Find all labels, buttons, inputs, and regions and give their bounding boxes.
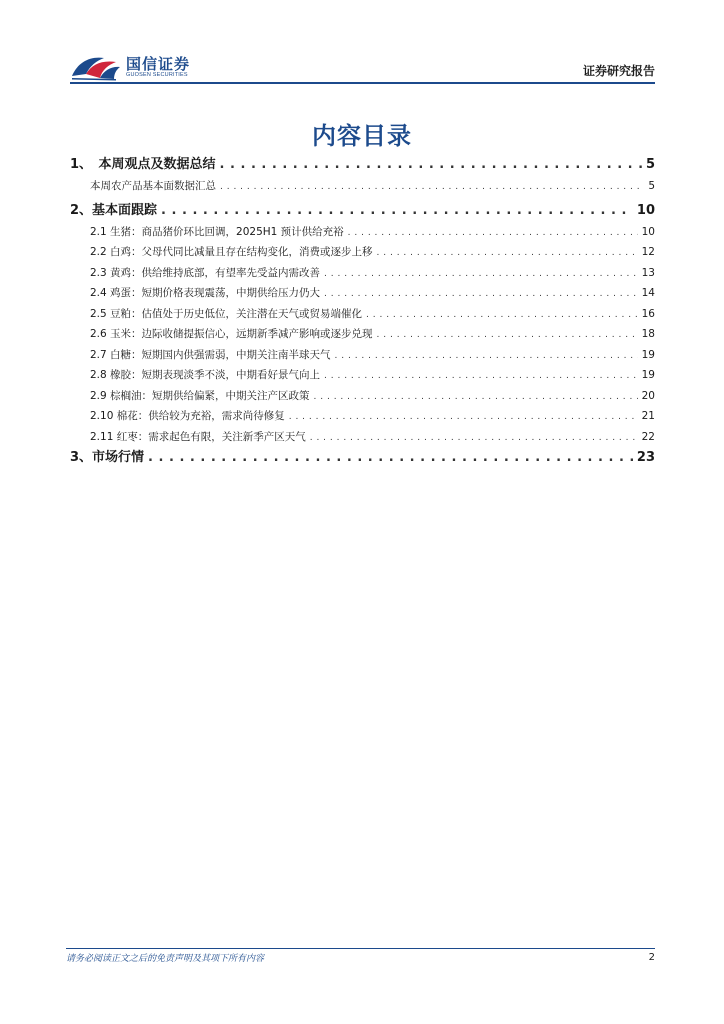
toc-entry-text: 2.6 玉米：边际收储提振信心，远期新季减产影响或逐步兑现 [90, 328, 373, 340]
footer-disclaimer: 请务必阅读正文之后的免责声明及其项下所有内容 [66, 954, 265, 964]
dot-leader [335, 346, 638, 366]
toc-entry[interactable] [70, 304, 655, 325]
toc-entry[interactable] [70, 242, 655, 263]
toc-entry-page: 10 [641, 225, 655, 238]
report-type-label: 证券研究报告 [582, 64, 655, 78]
dot-leader [220, 154, 642, 176]
toc-title: 内容目录 [312, 122, 412, 150]
toc-entry-text: 2.9 棕榈油：短期供给偏紧，中期关注产区政策 [90, 389, 310, 402]
toc-entry[interactable] [70, 263, 655, 284]
toc-entry-text: 2、基本面跟踪 [70, 202, 158, 218]
dot-leader [310, 428, 638, 448]
toc-entry[interactable] [70, 154, 655, 176]
toc-entry-page: 19 [641, 348, 655, 361]
footer-divider [66, 948, 655, 949]
toc-entry[interactable] [70, 345, 655, 366]
dot-leader [377, 325, 638, 345]
toc-entry[interactable] [70, 200, 655, 222]
toc-entry[interactable] [70, 447, 655, 469]
toc-entry-text: 2.7 白糖：短期国内供强需弱，中期关注南半球天气 [90, 348, 331, 361]
toc-entry[interactable] [70, 176, 655, 197]
toc-entry-page: 13 [641, 266, 655, 279]
dot-leader [161, 200, 633, 222]
toc-entry-page: 14 [641, 287, 655, 299]
dot-leader [366, 305, 638, 325]
dot-leader [377, 243, 638, 263]
dot-leader [324, 264, 638, 284]
toc-entry-page: 23 [636, 450, 655, 465]
toc-entry[interactable] [70, 427, 655, 448]
dot-leader [348, 223, 638, 243]
toc-entry-text: 2.3 黄鸡：供给维持底部，有望率先受益内需改善 [90, 266, 321, 279]
toc-entry-page: 10 [636, 202, 655, 218]
toc-entry-text: 2.1 生猪：商品猪价环比回调，2025H1 预计供给充裕 [90, 225, 344, 238]
toc-entry-page: 22 [641, 430, 655, 443]
toc-entry-page: 5 [648, 180, 655, 192]
dot-leader [148, 447, 633, 469]
logo-chinese-name: 国信证券 [126, 55, 191, 73]
toc-entry[interactable] [70, 365, 655, 386]
toc-entry-page: 21 [641, 410, 655, 422]
toc-entry-text: 2.4 鸡蛋：短期价格表现震荡，中期供给压力仍大 [90, 287, 321, 299]
toc-entry-text: 1、 本周观点及数据总结 [70, 157, 216, 172]
table-of-contents [70, 154, 655, 469]
toc-entry-text: 2.11 红枣：需求起色有限，关注新季产区天气 [90, 430, 306, 443]
toc-entry-text: 2.2 白鸡：父母代同比减量且存在结构变化，消费或逐步上移 [90, 246, 373, 258]
toc-entry-text: 本周农产品基本面数据汇总 [90, 180, 216, 192]
dot-leader [314, 387, 638, 407]
page-header [70, 50, 655, 84]
toc-entry-page: 20 [641, 389, 655, 402]
toc-entry-text: 2.5 豆粕：估值处于历史低位，关注潜在天气或贸易端催化 [90, 307, 363, 320]
dot-leader [324, 284, 638, 304]
toc-entry[interactable] [70, 406, 655, 427]
toc-entry-page: 12 [641, 246, 655, 258]
dot-leader [324, 366, 638, 386]
toc-entry[interactable] [70, 324, 655, 345]
header-divider [70, 82, 655, 84]
toc-entry[interactable] [70, 222, 655, 243]
dot-leader [289, 407, 638, 427]
toc-entry-page: 19 [641, 369, 655, 381]
toc-entry-page: 16 [641, 307, 655, 320]
toc-entry-text: 2.8 橡胶：短期表现淡季不淡，中期看好景气向上 [90, 369, 321, 381]
toc-entry-page: 18 [641, 328, 655, 340]
logo-english-name: GUOSEN SECURITIES [126, 72, 188, 78]
toc-entry[interactable] [70, 283, 655, 304]
toc-entry-text: 3、市场行情 [70, 450, 145, 465]
dot-leader [220, 177, 644, 197]
page-number: 2 [648, 952, 655, 963]
toc-entry[interactable] [70, 386, 655, 407]
guosen-logo-icon [70, 52, 122, 82]
company-logo [70, 50, 200, 84]
toc-entry-text: 2.10 棉花：供给较为充裕，需求尚待修复 [90, 410, 285, 422]
toc-entry-page: 5 [645, 157, 655, 172]
